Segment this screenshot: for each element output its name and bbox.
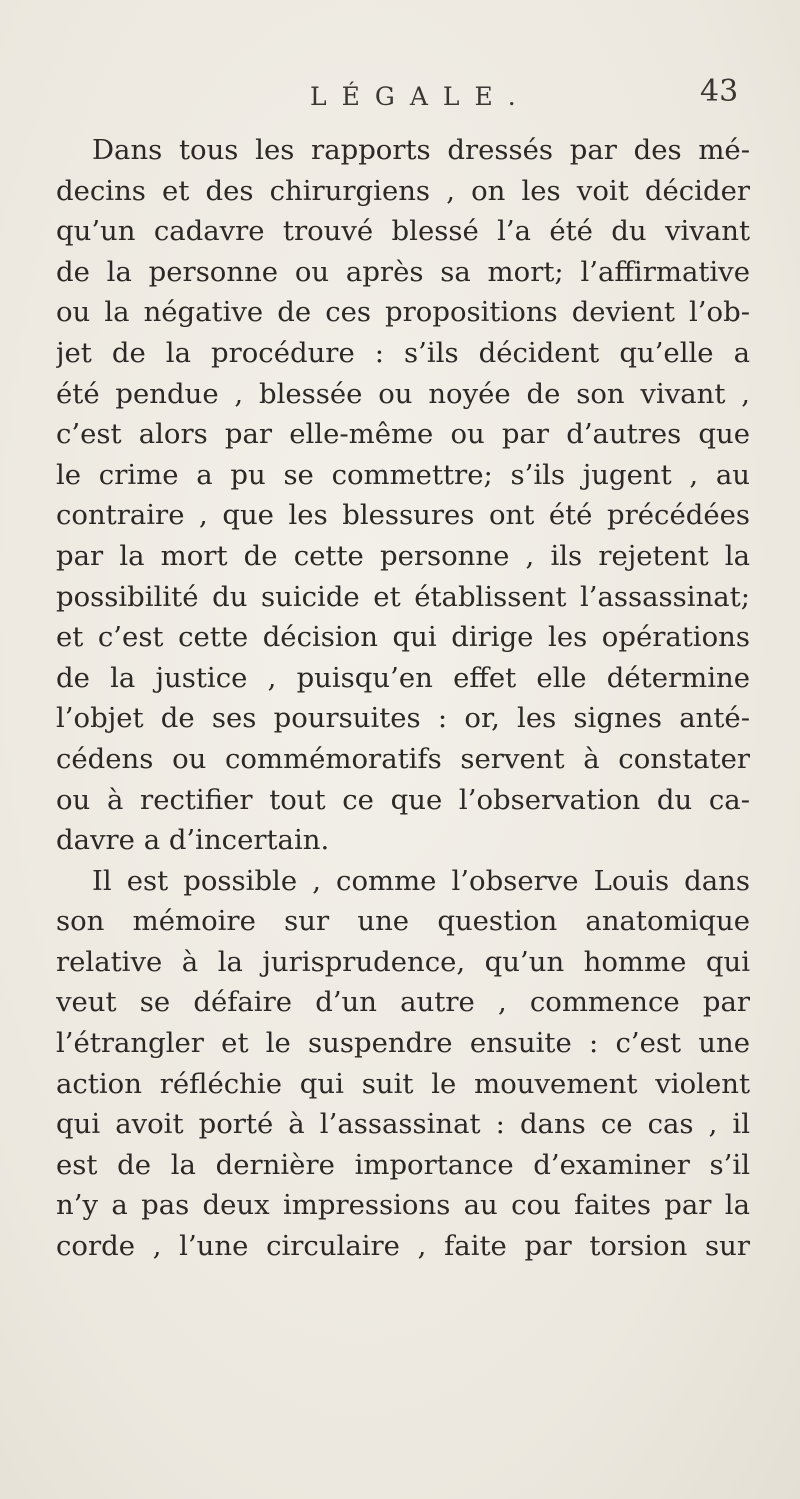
text-line: veut se défaire d’un autre , commence par: [56, 986, 750, 1019]
text-line: action réfléchie qui suit le mouvement violent: [56, 1067, 750, 1100]
text-line: son mémoire sur une question anatomique: [56, 905, 750, 938]
text-line: decins et des chirurgiens , on les voit décider: [56, 174, 750, 207]
text-line: contraire , que les blessures ont été précédées: [56, 499, 750, 532]
running-head: [0, 68, 800, 118]
text-line: cédens ou commémoratifs servent à constater: [56, 742, 750, 775]
body-text: [56, 130, 750, 1267]
page-number: 43: [700, 74, 739, 109]
text-line: n’y a pas deux impressions au cou faites par la: [56, 1189, 750, 1222]
text-line: relative à la jurisprudence, qu’un homme qui: [56, 945, 750, 978]
text-line: et c’est cette décision qui dirige les opérations: [56, 621, 750, 654]
text-line: l’objet de ses poursuites : or, les signes anté-: [56, 702, 750, 735]
text-line: ou la négative de ces propositions devient l’ob-: [56, 296, 750, 329]
text-line: corde , l’une circulaire , faite par torsion sur: [56, 1230, 750, 1263]
text-line: ou à rectifier tout ce que l’observation du ca-: [56, 783, 750, 816]
text-line: possibilité du suicide et établissent l’assassinat;: [56, 580, 750, 613]
text-line: davre a d’incertain.: [56, 824, 330, 857]
text-line: jet de la procédure : s’ils décident qu’elle a: [56, 336, 750, 369]
text-line: Dans tous les rapports dressés par des mé-: [92, 134, 750, 166]
text-line: l’étrangler et le suspendre ensuite : c’est une: [56, 1027, 750, 1060]
text-line: de la justice , puisqu’en effet elle détermine: [56, 661, 750, 694]
text-line: été pendue , blessée ou noyée de son vivant ,: [56, 377, 750, 410]
text-line: qui avoit porté à l’assassinat : dans ce cas , il: [56, 1108, 750, 1141]
text-line: de la personne ou après sa mort; l’affirmative: [56, 255, 750, 288]
text-line: c’est alors par elle-même ou par d’autres que: [56, 418, 750, 451]
text-line: Il est possible , comme l’observe Louis dans: [92, 864, 750, 897]
text-line: le crime a pu se commettre; s’ils jugent , au: [56, 458, 750, 491]
text-line: qu’un cadavre trouvé blessé l’a été du vivant: [56, 215, 750, 248]
text-line: par la mort de cette personne , ils rejetent la: [56, 539, 750, 572]
running-title: LÉGALE.: [310, 82, 531, 111]
text-line: est de la dernière importance d’examiner s’il: [56, 1148, 750, 1181]
